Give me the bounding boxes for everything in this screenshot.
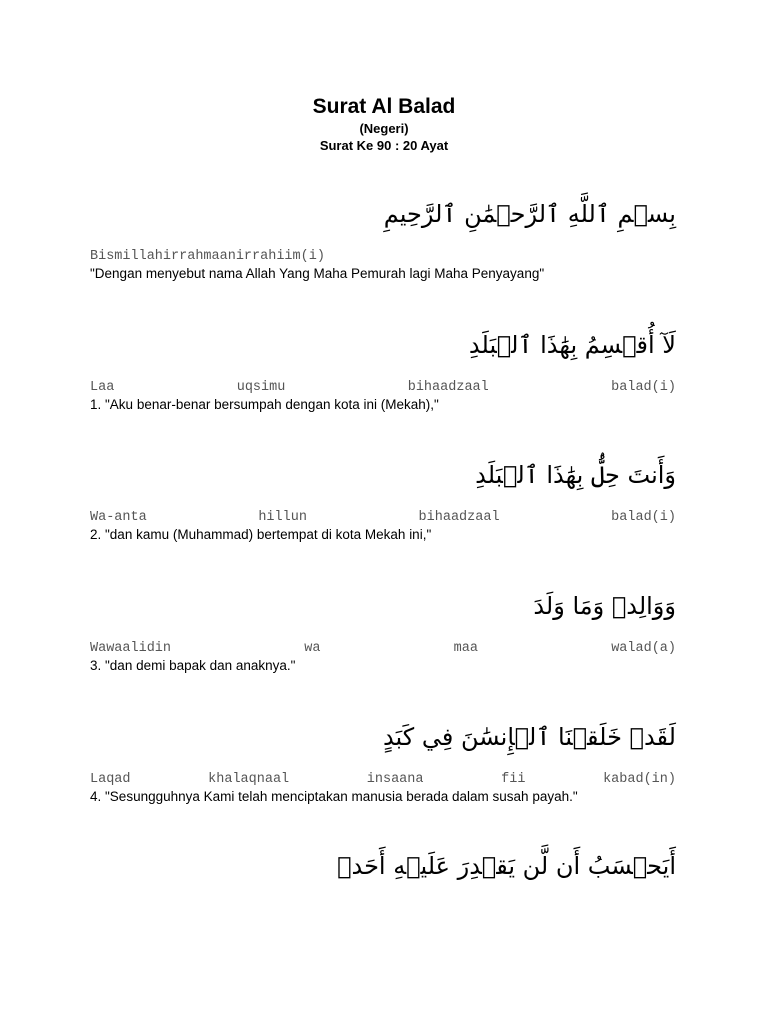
transliteration-word: wa	[304, 641, 321, 656]
transliteration-word: maa	[453, 641, 478, 656]
arabic-text: لَآ أُقۡسِمُ بِهَٰذَا ٱلۡبَلَدِ	[468, 331, 676, 359]
arabic-text: لَقَدۡ خَلَقۡنَا ٱلۡإِنسَٰنَ فِي كَبَدٍ	[382, 723, 676, 751]
transliteration	[90, 509, 676, 526]
arabic-text: وَأَنتَ حِلُّۢ بِهَٰذَا ٱلۡبَلَدِ	[475, 461, 676, 489]
page-title: Surat Al Balad	[312, 95, 456, 118]
document-header	[0, 94, 768, 154]
transliteration	[90, 379, 676, 396]
verse-block-basmalah	[90, 194, 676, 282]
arabic-text: أَيَحۡسَبُ أَن لَّن يَقۡدِرَ عَلَيۡهِ أَحَدٞ	[337, 852, 676, 880]
translation: 3. "dan demi bapak dan anaknya."	[90, 658, 296, 673]
transliteration-word: bihaadzaal	[407, 380, 489, 395]
arabic-text: وَوَالِدٖ وَمَا وَلَدَ	[533, 592, 676, 620]
transliteration-word: uqsimu	[236, 380, 286, 395]
transliteration-word: hillun	[258, 510, 307, 525]
translation: 2. "dan kamu (Muhammad) bertempat di kota Mekah ini,"	[90, 527, 432, 542]
surah-info: Surat Ke 90 : 20 Ayat	[319, 138, 449, 153]
translation: 1. "Aku benar-benar bersumpah dengan kota ini (Mekah),"	[90, 397, 439, 412]
transliteration-word: Laqad	[90, 772, 131, 787]
verse-block-1	[90, 325, 676, 413]
verse-block-2	[90, 455, 676, 543]
verse-block-4	[90, 717, 676, 805]
translation: 4. "Sesungguhnya Kami telah menciptakan manusia berada dalam susah payah."	[90, 789, 578, 804]
transliteration-word: bihaadzaal	[418, 510, 500, 525]
translation: "Dengan menyebut nama Allah Yang Maha Pemurah lagi Maha Penyayang"	[90, 266, 545, 281]
transliteration-word: Bismillahirrahmaanirrahiim(i)	[90, 249, 325, 264]
transliteration-word: kabad(in)	[603, 772, 676, 787]
verse-block-5	[90, 846, 676, 886]
page-subtitle: (Negeri)	[359, 121, 409, 136]
transliteration-word: Wawaalidin	[90, 641, 172, 656]
transliteration-word: fii	[501, 772, 526, 787]
transliteration-word: Laa	[90, 380, 115, 395]
transliteration	[90, 248, 676, 265]
transliteration-word: balad(i)	[611, 380, 676, 395]
transliteration-word: insaana	[366, 772, 424, 787]
verse-block-3	[90, 586, 676, 674]
transliteration-word: khalaqnaal	[208, 772, 290, 787]
transliteration-word: balad(i)	[611, 510, 676, 525]
transliteration-word: Wa-anta	[90, 510, 147, 525]
arabic-text: بِسۡمِ ٱللَّهِ ٱلرَّحۡمَٰنِ ٱلرَّحِيمِ	[383, 200, 676, 228]
transliteration	[90, 640, 676, 657]
transliteration	[90, 771, 676, 788]
transliteration-word: walad(a)	[611, 641, 676, 656]
